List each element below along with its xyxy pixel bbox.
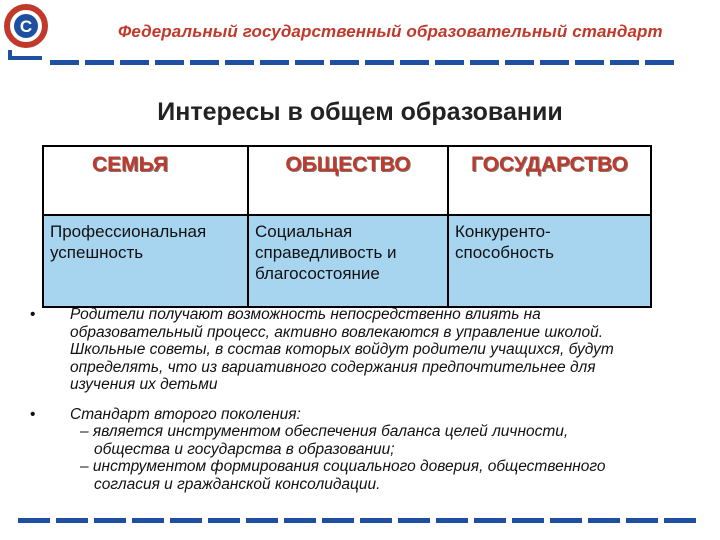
header-divider — [50, 60, 674, 65]
cell-line: справедливость и — [255, 243, 397, 262]
divider-dash — [588, 518, 620, 523]
sub-item — [70, 458, 702, 493]
divider-dash — [505, 60, 534, 65]
divider-dash — [360, 518, 392, 523]
divider-dash — [190, 60, 219, 65]
divider-dash — [470, 60, 499, 65]
divider-dash — [18, 518, 50, 523]
divider-dash — [365, 60, 394, 65]
bullet-line: изучения их детьми — [70, 376, 218, 393]
page-title: Интересы в общем образовании — [157, 98, 563, 126]
divider-dash — [50, 60, 79, 65]
table-cell-society — [248, 215, 448, 307]
bullet-line: Школьные советы, в состав которых войдут родители учащихся, будут — [70, 341, 614, 358]
header-title: Федеральный государственный образовательный стандарт — [118, 22, 663, 41]
divider-dash — [170, 518, 202, 523]
column-header-state: ГОСУДАРСТВО — [448, 146, 651, 215]
sub-item-line: согласия и гражданской консолидации. — [94, 475, 381, 493]
bullet-item-standard — [30, 406, 702, 494]
divider-dash — [260, 60, 289, 65]
divider-dash — [120, 60, 149, 65]
divider-dash — [155, 60, 184, 65]
fgos-logo — [4, 4, 48, 60]
sub-item-line: – является инструментом обеспечения баланса целей личности, — [80, 423, 569, 440]
footer-divider — [18, 518, 696, 523]
divider-dash — [474, 518, 506, 523]
cell-line: Социальная — [255, 222, 353, 241]
column-header-society: ОБЩЕСТВО — [248, 146, 448, 215]
divider-dash — [56, 518, 88, 523]
interests-table — [42, 145, 652, 308]
divider-dash — [330, 60, 359, 65]
divider-dash — [610, 60, 639, 65]
cell-line: успешность — [50, 243, 144, 262]
cell-line: Профессиональная — [50, 222, 207, 241]
divider-dash — [295, 60, 324, 65]
divider-dash — [85, 60, 114, 65]
bullet-line: образовательный процесс, активно вовлекаются в управление школой. — [70, 323, 604, 341]
divider-dash — [436, 518, 468, 523]
divider-dash — [575, 60, 604, 65]
bullet-line: Стандарт второго поколения: — [70, 405, 301, 423]
divider-dash — [398, 518, 430, 523]
bullet-marker: • — [30, 306, 36, 323]
svg-text:С: С — [19, 17, 33, 36]
column-header-family: СЕМЬЯ — [43, 146, 248, 215]
divider-dash — [132, 518, 164, 523]
bullet-item-parents — [30, 306, 702, 394]
divider-dash — [246, 518, 278, 523]
divider-dash — [225, 60, 254, 65]
divider-dash — [94, 518, 126, 523]
table-cell-state — [448, 215, 651, 307]
bullet-list — [30, 306, 702, 505]
bullet-line: определять, что из вариативного содержания предпочтительнее для — [70, 358, 596, 376]
cell-line: Конкуренто- — [455, 222, 551, 241]
divider-dash — [664, 518, 696, 523]
bullet-marker: • — [30, 405, 36, 423]
divider-dash — [645, 60, 674, 65]
divider-dash — [512, 518, 544, 523]
sub-item — [70, 423, 702, 458]
divider-dash — [208, 518, 240, 523]
divider-dash — [540, 60, 569, 65]
table-cell-family — [43, 215, 248, 307]
divider-dash — [550, 518, 582, 523]
bullet-line: Родители получают возможность непосредственно влиять на — [70, 306, 541, 323]
divider-dash — [322, 518, 354, 523]
cell-line: благосостояние — [255, 264, 380, 283]
cell-line: способность — [455, 243, 555, 262]
sub-item-line: – инструментом формирования социального доверия, общественного — [80, 458, 606, 475]
divider-dash — [626, 518, 658, 523]
divider-dash — [400, 60, 429, 65]
sub-item-line: общества и государства в образовании; — [94, 440, 395, 458]
divider-dash — [435, 60, 464, 65]
divider-dash — [284, 518, 316, 523]
